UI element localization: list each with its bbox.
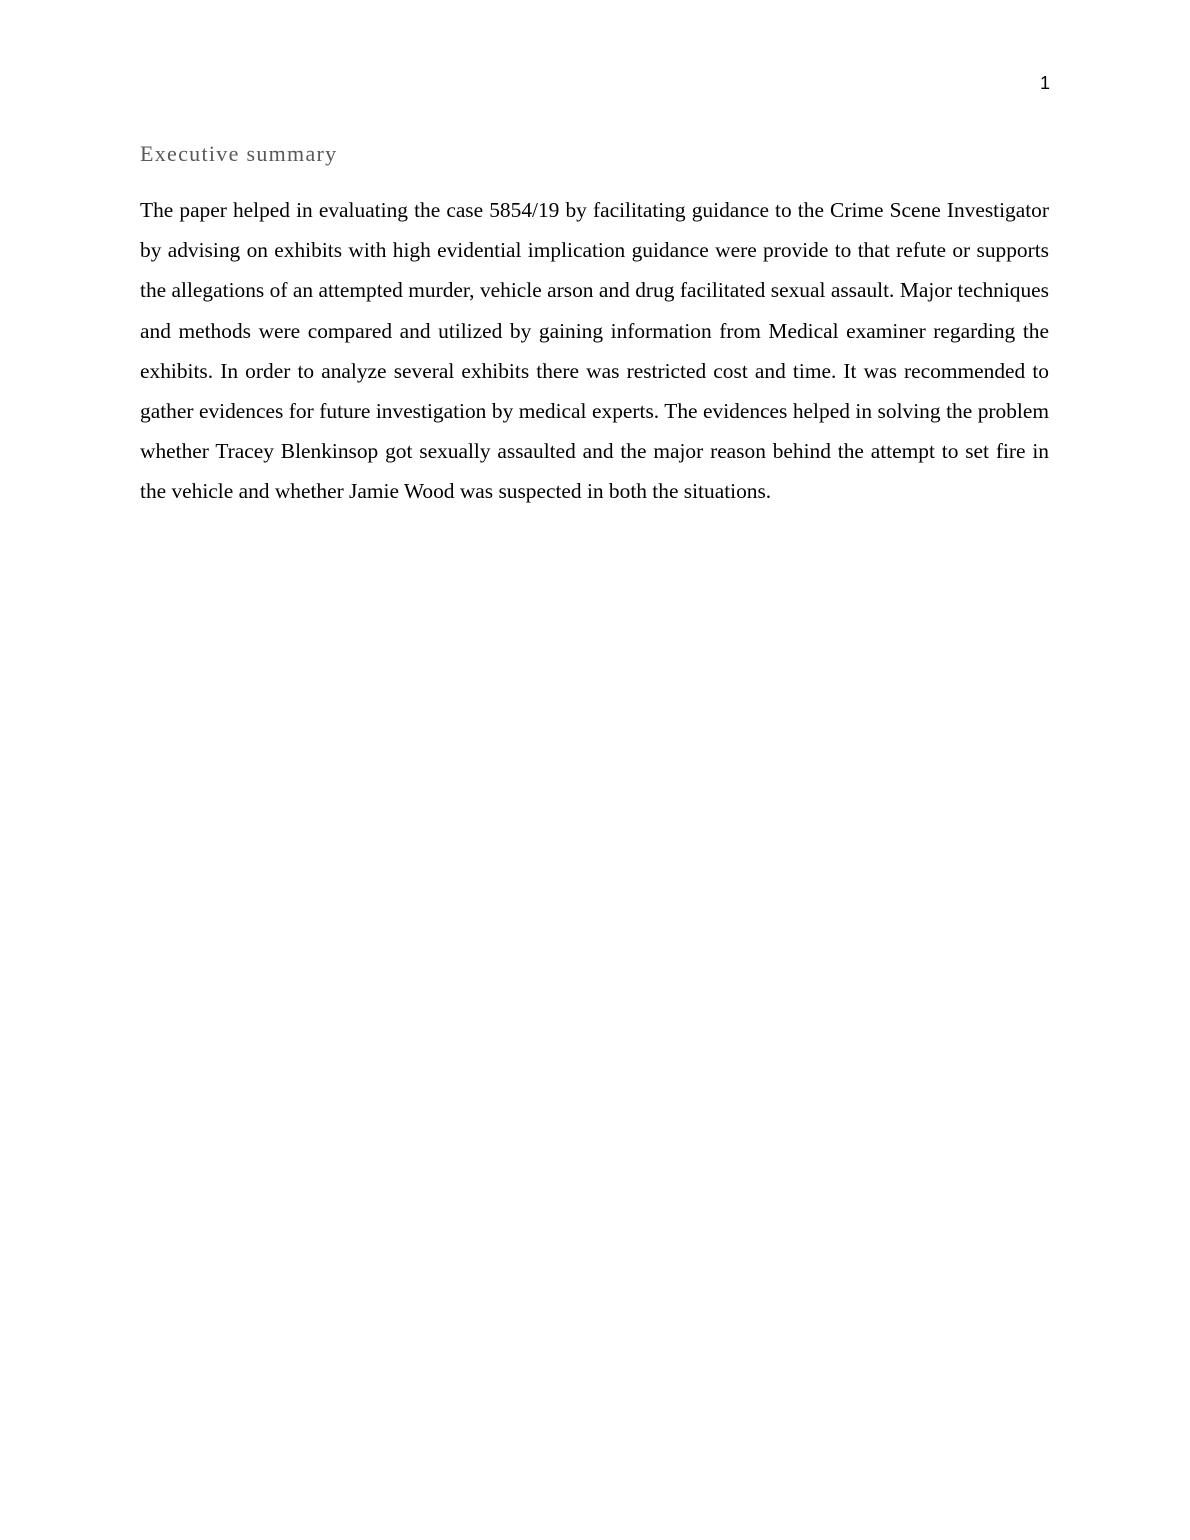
page-number: 1 xyxy=(1039,73,1050,93)
summary-paragraph: The paper helped in evaluating the case 5854/19 by facilitating guidance to the Crime Scene Investigator by advising on exhibits with high evidential implication guidance were provide to that refute or supports the allegations of an attempted murder, vehicle arson and drug facilitated sexual assault. Major techniques and methods were compared and utilized by gaining information from Medical examiner regarding the exhibits. In order to analyze several exhibits there was restricted cost and time. It was recommended to gather evidences for future investigation by medical experts. The evidences helped in solving the problem whether Tracey Blenkinsop got sexually assaulted and the major reason behind the attempt to set fire in the vehicle and whether Jamie Wood was suspected in both the situations. xyxy=(140,198,1049,504)
section-heading: Executive summary xyxy=(140,141,338,166)
